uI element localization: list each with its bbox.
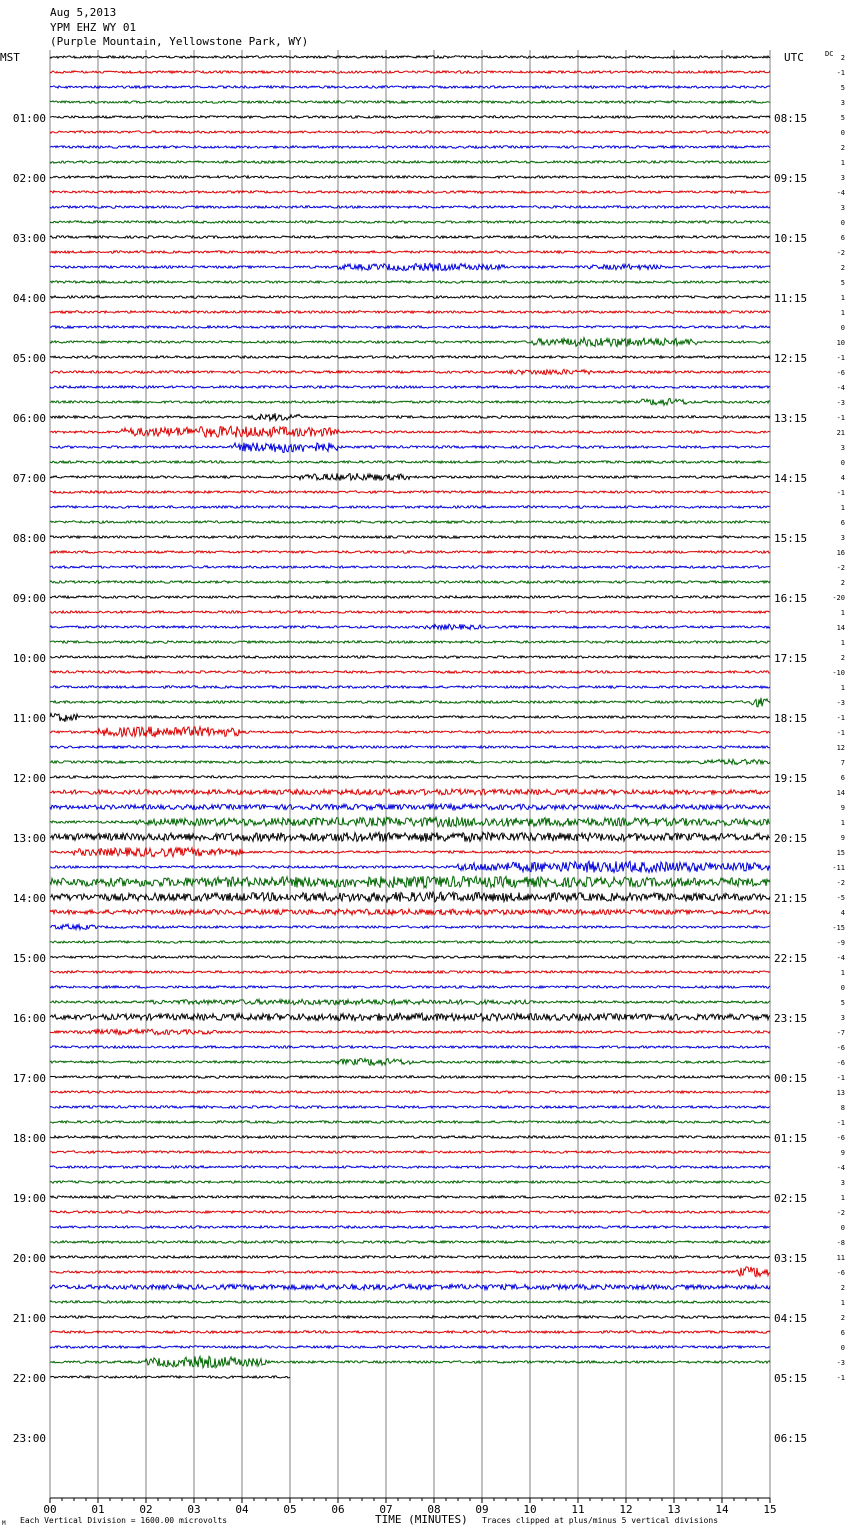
dc-offset-value: 4 [840, 909, 845, 917]
trace-row-29 [50, 491, 770, 493]
left-hour-label: 13:00 [12, 832, 46, 845]
trace-row-73 [50, 1151, 770, 1153]
trace-row-60 [50, 956, 770, 958]
trace-row-46 [50, 746, 770, 748]
dc-offset-value: -3 [836, 699, 845, 707]
dc-offset-value: -1 [836, 414, 845, 422]
trace-row-71 [50, 1121, 770, 1123]
dc-offset-value: 6 [840, 234, 845, 242]
trace-row-30 [50, 506, 770, 508]
trace-row-57 [50, 909, 770, 915]
trace-row-39 [50, 641, 770, 643]
right-hour-label: 04:15 [774, 1312, 808, 1325]
left-hour-label: 16:00 [12, 1012, 46, 1025]
dc-offset-value: -2 [836, 1209, 845, 1217]
trace-row-6 [50, 146, 770, 148]
trace-row-35 [50, 581, 770, 583]
dc-offset-value: 5 [840, 279, 845, 287]
dc-offset-value: -6 [836, 369, 845, 377]
trace-row-83 [50, 1301, 770, 1303]
trace-row-55 [50, 876, 770, 888]
right-hour-label: 20:15 [774, 832, 808, 845]
dc-offset-value: 1 [840, 969, 845, 977]
trace-row-70 [50, 1106, 770, 1108]
dc-offset-value: 1 [840, 294, 845, 302]
trace-row-56 [50, 892, 770, 902]
dc-offset-value: 1 [840, 159, 845, 167]
dc-offset-value: 3 [840, 444, 845, 452]
trace-row-43 [50, 698, 770, 707]
trace-row-75 [50, 1181, 770, 1183]
dc-offset-value: 5 [840, 114, 845, 122]
dc-offset-value: -8 [836, 1239, 845, 1247]
dc-offset-value: 1 [840, 684, 845, 692]
left-hour-label: 20:00 [12, 1252, 46, 1265]
dc-offset-value: 9 [840, 804, 845, 812]
right-hour-label: 14:15 [774, 472, 808, 485]
header-location: (Purple Mountain, Yellowstone Park, WY) [50, 35, 309, 48]
trace-row-53 [50, 847, 770, 856]
dc-offset-value: 1 [840, 819, 845, 827]
trace-row-80 [50, 1256, 770, 1258]
trace-row-17 [50, 311, 770, 313]
x-tick-label: 04 [235, 1503, 249, 1516]
dc-offset-value: -6 [836, 1134, 845, 1142]
x-tick-label: 08 [427, 1503, 441, 1516]
trace-row-69 [50, 1091, 770, 1093]
x-tick-label: 12 [619, 1503, 633, 1516]
dc-offset-value: 12 [836, 744, 845, 752]
dc-offset-value: 0 [840, 129, 845, 137]
trace-row-18 [50, 326, 770, 328]
dc-offset-value: -4 [836, 189, 845, 197]
trace-row-65 [50, 1029, 770, 1035]
left-hour-label: 10:00 [12, 652, 46, 665]
dc-offset-value: 3 [840, 1014, 845, 1022]
dc-offset-value: -6 [836, 1059, 845, 1067]
right-hour-label: 13:15 [774, 412, 808, 425]
dc-offset-value: 1 [840, 309, 845, 317]
left-hour-labels [13, 112, 46, 1445]
trace-row-25 [50, 426, 770, 437]
dc-offset-value: 1 [840, 609, 845, 617]
dc-offset-value: -6 [836, 1269, 845, 1277]
right-hour-label: 12:15 [774, 352, 808, 365]
left-hour-label: 17:00 [12, 1072, 46, 1085]
trace-row-11 [50, 221, 770, 223]
trace-row-88 [50, 1376, 290, 1378]
left-hour-label: 09:00 [12, 592, 46, 605]
dc-offset-value: -2 [836, 879, 845, 887]
right-hour-label: 11:15 [774, 292, 808, 305]
x-tick-label: 05 [283, 1503, 297, 1516]
right-hour-label: 10:15 [774, 232, 808, 245]
dc-offset-value: -11 [832, 864, 845, 872]
trace-row-87 [50, 1356, 770, 1368]
trace-row-16 [50, 296, 770, 298]
x-tick-label: 09 [475, 1503, 489, 1516]
trace-row-37 [50, 611, 770, 613]
dc-offset-value: -15 [832, 924, 845, 932]
dc-offset-value: 6 [840, 519, 845, 527]
x-tick-label: 06 [331, 1503, 345, 1516]
right-hour-label: 02:15 [774, 1192, 808, 1205]
trace-row-78 [50, 1226, 770, 1228]
trace-row-45 [50, 727, 770, 738]
trace-row-24 [50, 413, 770, 420]
dc-offset-value: 14 [836, 624, 845, 632]
right-hour-labels [774, 112, 807, 1445]
dc-offset-value: -2 [836, 564, 845, 572]
dc-offset-value: -3 [836, 1359, 845, 1367]
right-hour-label: 01:15 [774, 1132, 808, 1145]
dc-offset-value: 0 [840, 1344, 845, 1352]
dc-offset-value: 0 [840, 984, 845, 992]
trace-row-26 [50, 443, 770, 453]
dc-offset-value: 0 [840, 324, 845, 332]
left-hour-label: 03:00 [12, 232, 46, 245]
dc-offset-value: 8 [840, 1104, 845, 1112]
left-hour-label: 04:00 [12, 292, 46, 305]
trace-row-82 [50, 1284, 770, 1290]
dc-offset-value: -1 [836, 69, 845, 77]
dc-offset-value: 13 [836, 1089, 845, 1097]
right-hour-label: 08:15 [774, 112, 808, 125]
trace-row-22 [50, 386, 770, 388]
x-tick-label: 02 [139, 1503, 153, 1516]
dc-offset-value: 2 [840, 654, 845, 662]
dc-offset-value: -4 [836, 954, 845, 962]
dc-offset-value: -3 [836, 399, 845, 407]
trace-row-0 [50, 56, 770, 58]
dc-offset-value: 2 [840, 1314, 845, 1322]
trace-row-8 [50, 176, 770, 178]
trace-row-36 [50, 596, 770, 598]
dc-offset-value: 3 [840, 204, 845, 212]
dc-offset-value: -1 [836, 1074, 845, 1082]
x-tick-label: 14 [715, 1503, 729, 1516]
trace-row-10 [50, 206, 770, 208]
dc-offset-value: 2 [840, 54, 845, 62]
trace-row-51 [50, 817, 770, 827]
x-tick-label: 03 [187, 1503, 201, 1516]
dc-offset-value: -4 [836, 384, 845, 392]
dc-offset-value: 3 [840, 534, 845, 542]
trace-row-59 [50, 941, 770, 943]
footer-scale-note: Each Vertical Division = 1600.00 microvolts [20, 1516, 228, 1525]
dc-offset-value: -4 [836, 1164, 845, 1172]
dc-offset-value: 2 [840, 144, 845, 152]
trace-row-42 [50, 686, 770, 688]
dc-offset-value: -1 [836, 1119, 845, 1127]
trace-row-1 [50, 71, 770, 73]
trace-row-85 [50, 1331, 770, 1333]
dc-offset-value: 5 [840, 999, 845, 1007]
dc-offset-value: 14 [836, 789, 845, 797]
trace-row-2 [50, 86, 770, 88]
trace-row-15 [50, 281, 770, 283]
right-zone-label: UTC [784, 51, 804, 64]
x-axis-label: TIME (MINUTES) [375, 1513, 468, 1526]
dc-offset-value: -1 [836, 1374, 845, 1382]
right-hour-label: 09:15 [774, 172, 808, 185]
trace-row-40 [50, 656, 770, 658]
x-tick-label: 01 [91, 1503, 105, 1516]
trace-row-77 [50, 1211, 770, 1213]
trace-row-32 [50, 536, 770, 538]
dc-offset-value: 9 [840, 834, 845, 842]
footer-clip-note: Traces clipped at plus/minus 5 vertical divisions [482, 1516, 719, 1525]
trace-row-34 [50, 566, 770, 568]
trace-row-13 [50, 251, 770, 253]
right-hour-label: 19:15 [774, 772, 808, 785]
trace-row-23 [50, 399, 770, 406]
trace-row-76 [50, 1196, 770, 1198]
left-hour-label: 14:00 [12, 892, 46, 905]
dc-offset-value: -5 [836, 894, 845, 902]
header-date: Aug 5,2013 [50, 6, 117, 19]
dc-offset-value: 7 [840, 759, 845, 767]
left-hour-label: 12:00 [12, 772, 46, 785]
trace-row-84 [50, 1316, 770, 1318]
right-hour-label: 23:15 [774, 1012, 808, 1025]
trace-row-9 [50, 191, 770, 193]
x-tick-label: 00 [43, 1503, 57, 1516]
left-hour-label: 19:00 [12, 1192, 46, 1205]
trace-row-47 [50, 759, 770, 764]
trace-row-49 [50, 789, 770, 795]
trace-row-50 [50, 804, 770, 810]
left-hour-label: 22:00 [12, 1372, 46, 1385]
right-hour-label: 00:15 [774, 1072, 808, 1085]
dc-offset-value: -9 [836, 939, 845, 947]
trace-row-19 [50, 338, 770, 347]
dc-offset-value: -6 [836, 1044, 845, 1052]
trace-row-12 [50, 236, 770, 238]
right-hour-label: 21:15 [774, 892, 808, 905]
dc-offset-value: 2 [840, 1284, 845, 1292]
right-hour-label: 03:15 [774, 1252, 808, 1265]
dc-offset-value: 11 [836, 1254, 845, 1262]
dc-offset-value: 1 [840, 639, 845, 647]
trace-row-66 [50, 1046, 770, 1048]
seismic-traces [50, 56, 770, 1378]
trace-row-38 [50, 624, 770, 630]
dc-offset-value: 10 [836, 339, 845, 347]
dc-offset-value: 1 [840, 504, 845, 512]
dc-offset-value: -1 [836, 714, 845, 722]
trace-row-27 [50, 461, 770, 463]
right-hour-label: 16:15 [774, 592, 808, 605]
trace-row-21 [50, 369, 770, 374]
trace-row-28 [50, 473, 770, 480]
dc-offset-value: 16 [836, 549, 845, 557]
x-tick-label: 13 [667, 1503, 681, 1516]
trace-row-3 [50, 101, 770, 103]
x-tick-label: 11 [571, 1503, 585, 1516]
dc-label: DC [825, 50, 834, 58]
left-hour-label: 08:00 [12, 532, 46, 545]
left-zone-label: MST [0, 51, 20, 64]
trace-row-5 [50, 131, 770, 133]
dc-offset-value: 3 [840, 99, 845, 107]
dc-offset-value: 1 [840, 1299, 845, 1307]
dc-offset-value: 0 [840, 219, 845, 227]
x-tick-label: 10 [523, 1503, 537, 1516]
dc-offset-value: 9 [840, 1149, 845, 1157]
dc-offset-value: 15 [836, 849, 845, 857]
dc-offset-value: -2 [836, 249, 845, 257]
dc-offset-value: 0 [840, 459, 845, 467]
dc-offset-value: 21 [836, 429, 845, 437]
footer-left-mark: M [2, 1520, 6, 1527]
left-hour-label: 18:00 [12, 1132, 46, 1145]
dc-offset-value: 2 [840, 264, 845, 272]
trace-row-48 [50, 776, 770, 778]
right-hour-label: 22:15 [774, 952, 808, 965]
trace-row-72 [50, 1136, 770, 1138]
left-hour-label: 23:00 [12, 1432, 46, 1445]
trace-row-81 [50, 1267, 770, 1277]
trace-row-41 [50, 671, 770, 673]
dc-offset-value: -10 [832, 669, 845, 677]
trace-row-20 [50, 356, 770, 360]
left-hour-label: 02:00 [12, 172, 46, 185]
dc-offset-value: 6 [840, 1329, 845, 1337]
dc-offset-value: 3 [840, 174, 845, 182]
header-station: YPM EHZ WY 01 [50, 21, 137, 34]
trace-row-7 [50, 161, 770, 163]
dc-offset-values [832, 54, 845, 1382]
right-hour-label: 18:15 [774, 712, 808, 725]
trace-row-54 [50, 861, 770, 872]
left-hour-label: 01:00 [12, 112, 46, 125]
trace-row-64 [50, 1013, 770, 1021]
left-hour-label: 15:00 [12, 952, 46, 965]
right-hour-label: 17:15 [774, 652, 808, 665]
dc-offset-value: 0 [840, 1224, 845, 1232]
trace-row-4 [50, 116, 770, 118]
x-tick-label: 15 [763, 1503, 777, 1516]
dc-offset-value: 3 [840, 1179, 845, 1187]
left-hour-label: 21:00 [12, 1312, 46, 1325]
trace-row-79 [50, 1241, 770, 1243]
dc-offset-value: -1 [836, 354, 845, 362]
trace-row-31 [50, 521, 770, 523]
trace-row-68 [50, 1076, 770, 1078]
trace-row-63 [50, 999, 770, 1005]
trace-row-52 [50, 832, 770, 842]
left-hour-label: 05:00 [12, 352, 46, 365]
trace-row-58 [50, 924, 770, 929]
right-hour-label: 05:15 [774, 1372, 808, 1385]
dc-offset-value: 4 [840, 474, 845, 482]
dc-offset-value: 1 [840, 1194, 845, 1202]
trace-row-74 [50, 1166, 770, 1168]
trace-row-62 [50, 986, 770, 988]
dc-offset-value: -1 [836, 489, 845, 497]
trace-row-44 [50, 714, 770, 722]
dc-offset-value: -1 [836, 729, 845, 737]
left-hour-label: 07:00 [12, 472, 46, 485]
x-tick-label: 07 [379, 1503, 393, 1516]
right-hour-label: 06:15 [774, 1432, 808, 1445]
left-hour-label: 06:00 [12, 412, 46, 425]
dc-offset-value: -7 [836, 1029, 845, 1037]
dc-offset-value: 5 [840, 84, 845, 92]
right-hour-label: 15:15 [774, 532, 808, 545]
trace-row-33 [50, 551, 770, 553]
dc-offset-value: 6 [840, 774, 845, 782]
trace-row-61 [50, 971, 770, 973]
trace-row-14 [50, 263, 770, 271]
trace-row-86 [50, 1346, 770, 1348]
dc-offset-value: -20 [832, 594, 845, 602]
left-hour-label: 11:00 [12, 712, 46, 725]
trace-row-67 [50, 1059, 770, 1066]
dc-offset-value: 2 [840, 579, 845, 587]
